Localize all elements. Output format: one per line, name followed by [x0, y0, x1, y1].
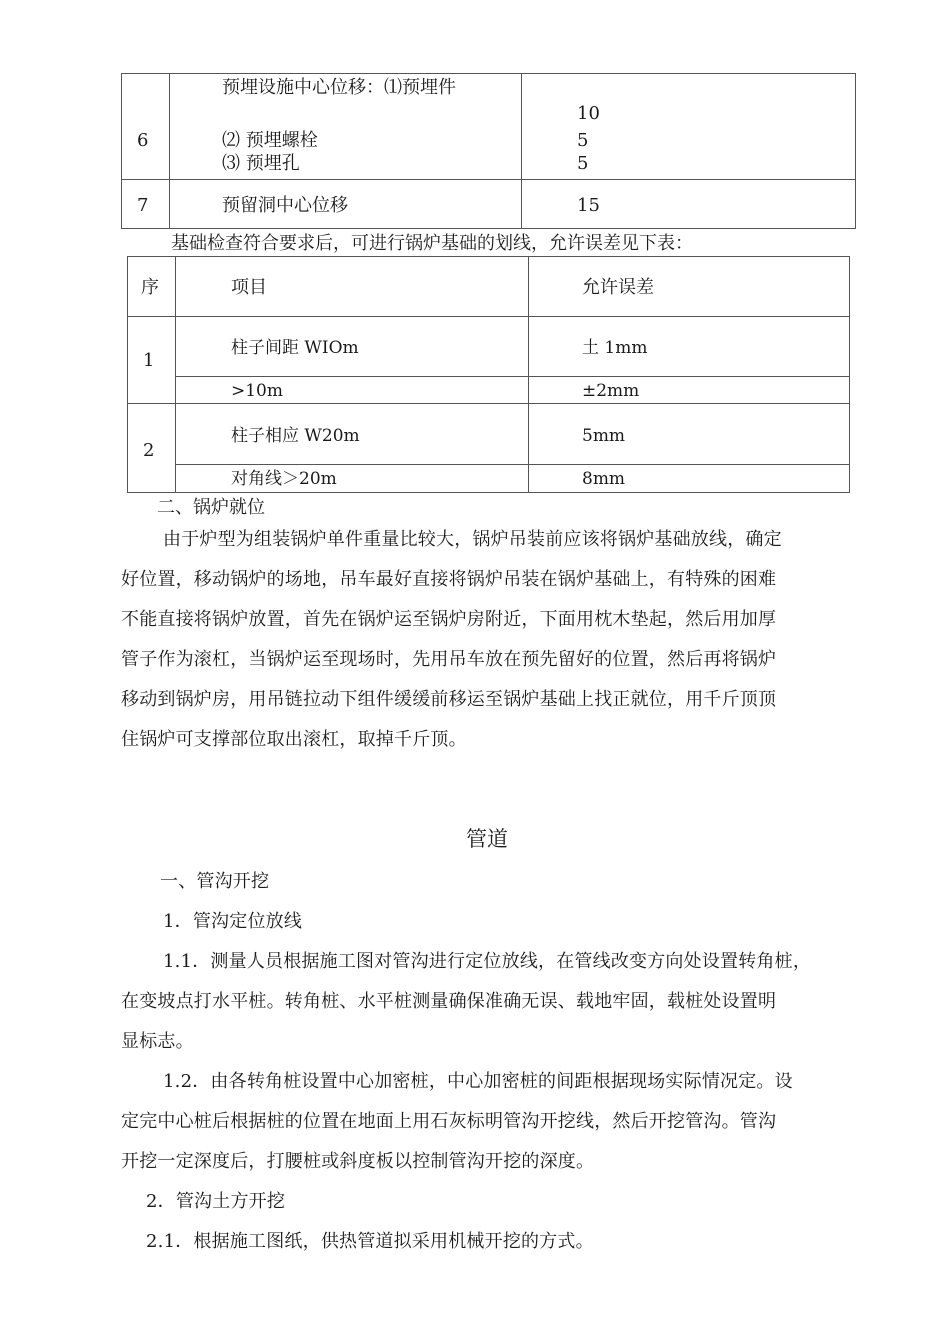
table2-row3-seq: 2 [143, 440, 155, 461]
table2-row1-seq: 1 [143, 350, 155, 371]
table2-row2-value: ±2mm [582, 381, 640, 401]
tolerance-table-1 [121, 73, 856, 229]
pipeline-sub1-title: 1．管沟定位放线 [163, 911, 303, 932]
table1-border-top [121, 73, 856, 74]
p12-line-2: 定完中心桩后根据桩的位置在地面上用石灰标明管沟开挖线，然后开挖管沟。管沟 [121, 1111, 777, 1132]
table1-row6-item-1: 预埋设施中心位移：⑴预埋件 [222, 77, 456, 98]
table1-col-divider-1 [169, 73, 170, 229]
boiler-section-title: 二、锅炉就位 [157, 497, 265, 518]
table2-row2-item: >10m [231, 381, 283, 401]
tolerance-table-2 [127, 256, 850, 493]
p11-line-1: 1.1．测量人员根据施工图对管沟进行定位放线，在管线改变方向处设置转角桩， [163, 951, 812, 972]
table1-row7-seq: 7 [137, 195, 149, 216]
p12-line-3: 开挖一定深度后，打腰桩或斜度板以控制管沟开挖的深度。 [121, 1151, 595, 1172]
p11-line-2: 在变坡点打水平桩。转角桩、水平桩测量确保准确无误、载地牢固，载桩处设置明 [121, 991, 777, 1012]
table2-header-item: 项目 [231, 277, 267, 298]
table2-col-divider-1 [175, 256, 176, 493]
table2-border-bottom [127, 492, 850, 493]
table2-row-divider-sub-2 [175, 464, 850, 465]
table1-row6-value-2: 5 [577, 130, 589, 151]
table2-row1-item: 柱子间距 WIOm [231, 338, 359, 358]
table1-border-bottom [121, 228, 856, 229]
table2-border-top [127, 256, 850, 257]
table2-border-right [849, 256, 850, 493]
pipeline-sub2-title: 2．管沟土方开挖 [146, 1191, 286, 1212]
boiler-line-2: 好位置，移动锅炉的场地，吊车最好直接将锅炉吊装在锅炉基础上，有特殊的困难 [121, 569, 777, 590]
table1-row6-value-1: 10 [577, 103, 600, 124]
table1-row6-value-3: 5 [577, 153, 589, 174]
table1-border-left [121, 73, 122, 229]
table1-col-divider-2 [521, 73, 522, 229]
p12-line-1: 1.2．由各转角桩设置中心加密桩，中心加密桩的间距根据现场实际情况定。设 [163, 1071, 793, 1092]
table1-border-right [855, 73, 856, 229]
boiler-line-6: 住锅炉可支撑部位取出滚杠，取掉千斤顶。 [121, 729, 467, 750]
table1-row7-value: 15 [577, 195, 600, 216]
table2-row4-item: 对角线＞20m [231, 469, 337, 489]
pipeline-heading: 管道 [466, 827, 508, 851]
table2-row-divider-group [127, 403, 850, 404]
table2-row1-value: 土 1mm [582, 338, 648, 358]
table2-row3-item: 柱子相应 W20m [231, 426, 360, 446]
p11-line-3: 显标志。 [121, 1031, 194, 1052]
pipeline-section1-title: 一、管沟开挖 [160, 871, 270, 892]
table2-row-divider-sub-1 [175, 376, 850, 377]
table1-row-divider [121, 179, 856, 180]
boiler-line-4: 管子作为滚杠，当锅炉运至现场时，先用吊车放在预先留好的位置，然后再将锅炉 [121, 649, 777, 670]
table1-row6-item-3: ⑶ 预埋孔 [222, 153, 300, 174]
table1-row6-item-2: ⑵ 预埋螺栓 [222, 130, 318, 151]
table2-header-seq: 序 [141, 277, 159, 298]
boiler-line-1: 由于炉型为组装锅炉单件重量比较大，锅炉吊装前应该将锅炉基础放线，确定 [163, 529, 782, 550]
table2-row4-value: 8mm [582, 469, 626, 489]
table2-row3-value: 5mm [582, 426, 626, 446]
table2-header-value: 允许误差 [582, 277, 654, 298]
table2-row-divider-header [127, 316, 850, 317]
p21-line: 2.1．根据施工图纸，供热管道拟采用机械开挖的方式。 [146, 1231, 594, 1252]
table1-row7-item: 预留洞中心位移 [222, 195, 348, 216]
table1-row6-seq: 6 [137, 130, 149, 151]
table2-border-left [127, 256, 128, 493]
boiler-line-3: 不能直接将锅炉放置，首先在锅炉运至锅炉房附近，下面用枕木垫起，然后用加厚 [121, 609, 777, 630]
table2-col-divider-2 [528, 256, 529, 493]
intro-line: 基础检查符合要求后，可进行锅炉基础的划线，允许误差见下表： [171, 233, 693, 254]
boiler-line-5: 移动到锅炉房，用吊链拉动下组件缓缓前移运至锅炉基础上找正就位，用千斤顶顶 [121, 689, 777, 710]
